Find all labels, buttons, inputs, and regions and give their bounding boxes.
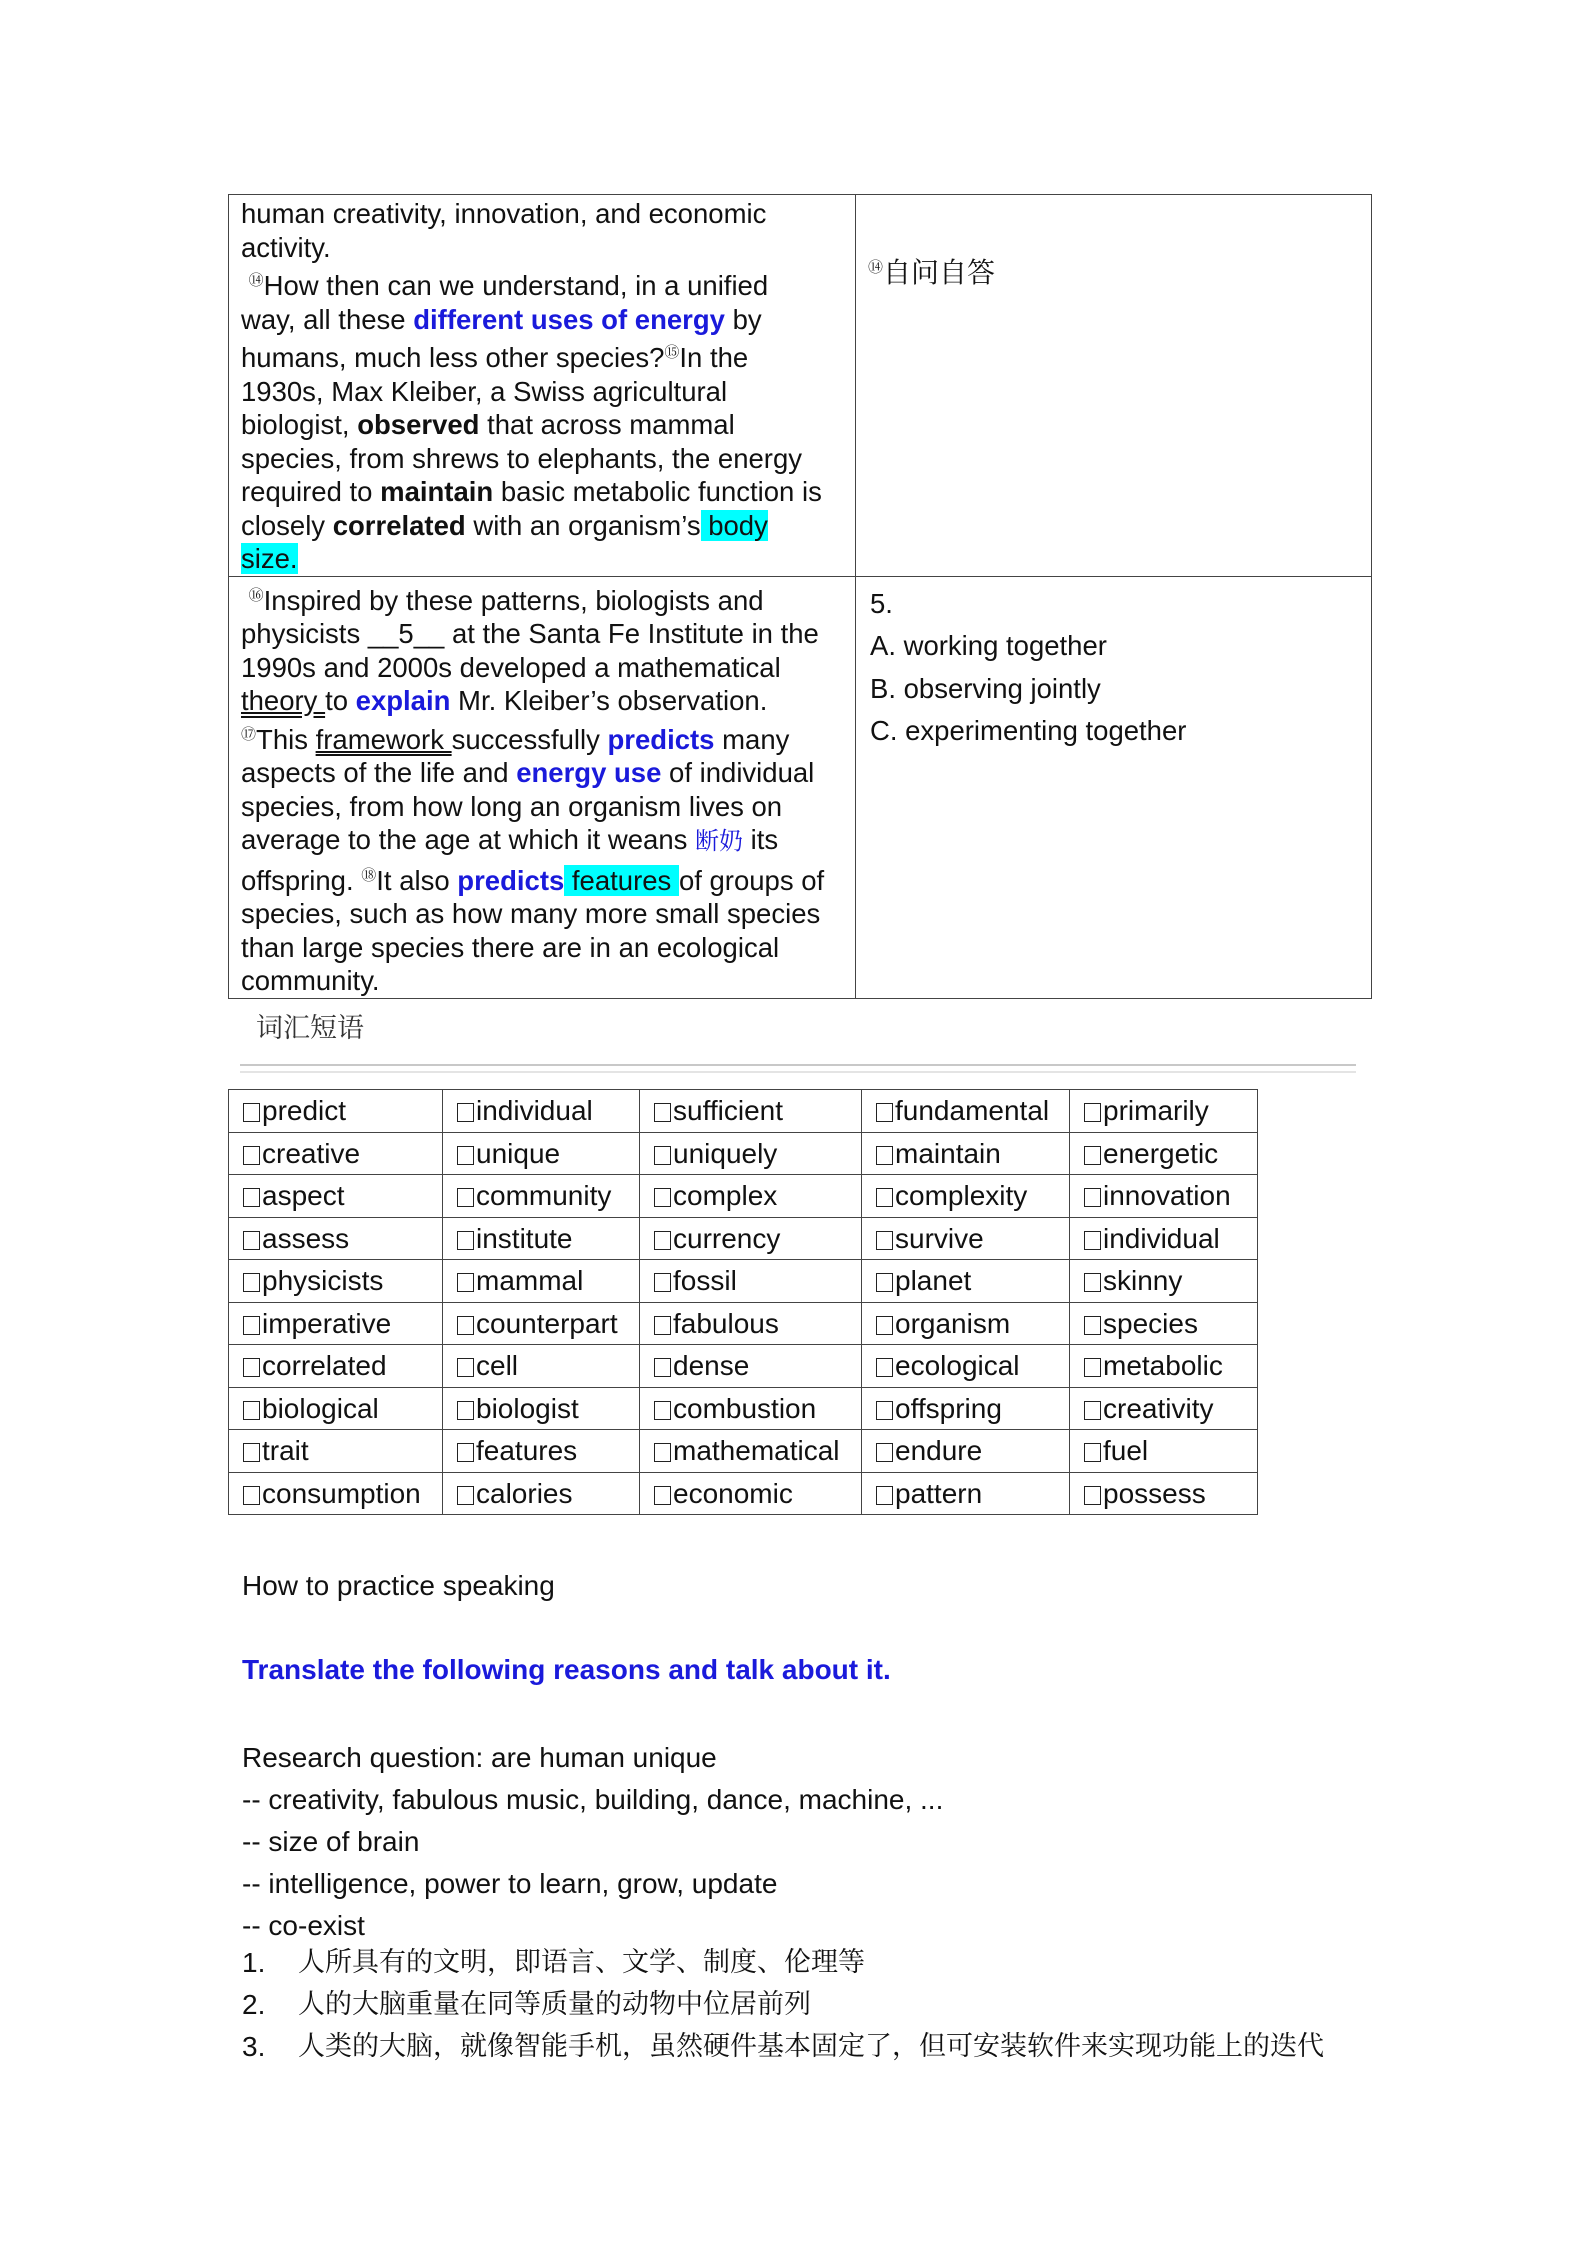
checkbox[interactable] (243, 1231, 260, 1250)
checkbox[interactable] (457, 1103, 474, 1122)
checkbox[interactable] (1084, 1316, 1101, 1335)
checkbox[interactable] (457, 1486, 474, 1505)
checkbox[interactable] (876, 1273, 893, 1292)
vocab-cell (862, 1345, 1070, 1388)
reason-item: 1. 人所具有的文明，即语言、文学、制度、伦理等 (242, 1947, 865, 1978)
vocab-word: sufficient (673, 1095, 783, 1127)
vocab-row (229, 1260, 1258, 1303)
checkbox[interactable] (654, 1316, 671, 1335)
sentence-marker-18: ⑱ (361, 866, 377, 884)
checkbox[interactable] (243, 1401, 260, 1420)
checkbox[interactable] (654, 1443, 671, 1462)
highlight: features (564, 864, 679, 896)
research-line: -- size of brain (242, 1826, 420, 1857)
note-self-qa: ⑭自问自答 (868, 256, 996, 289)
vocab-cell (862, 1430, 1070, 1473)
vocab-cell (862, 1217, 1070, 1260)
vocab-word: fundamental (895, 1095, 1050, 1127)
vocab-cell (640, 1472, 862, 1515)
checkbox[interactable] (876, 1146, 893, 1165)
vocab-word: economic (673, 1477, 793, 1509)
question-5 (856, 577, 1371, 753)
checkbox[interactable] (243, 1103, 260, 1122)
research-line: Research question: are human unique (242, 1742, 717, 1773)
vocab-cell (443, 1175, 640, 1218)
option-a: A. working together (870, 630, 1107, 661)
checkbox[interactable] (1084, 1188, 1101, 1207)
research-notes (242, 1737, 943, 1947)
vocab-word: offspring (895, 1392, 1002, 1424)
vocab-cell (640, 1302, 862, 1345)
vocab-cell (229, 1217, 443, 1260)
vocab-word: organism (895, 1307, 1011, 1339)
notes-cell-2 (856, 576, 1372, 998)
vocab-cell (1070, 1175, 1258, 1218)
vocab-row (229, 1132, 1258, 1175)
vocab-word: creative (262, 1137, 361, 1169)
sentence-marker-17: ⑰ (241, 725, 257, 743)
highlight: size. (241, 543, 298, 574)
vocab-cell (640, 1175, 862, 1218)
vocab-word: assess (262, 1222, 350, 1254)
vocab-word: combustion (673, 1392, 817, 1424)
vocab-row (229, 1387, 1258, 1430)
speaking-title: How to practice speaking (242, 1570, 555, 1601)
sentence-marker-15: ⑮ (664, 344, 680, 361)
passage-cell-2 (229, 576, 856, 998)
vocab-row (229, 1430, 1258, 1473)
vocab-word: complex (673, 1180, 778, 1212)
vocab-table (228, 1089, 1258, 1515)
passage-table (228, 194, 1372, 999)
vocab-cell (862, 1472, 1070, 1515)
vocab-cell (229, 1430, 443, 1473)
vocab-cell (229, 1260, 443, 1303)
checkbox[interactable] (876, 1358, 893, 1377)
divider (240, 1064, 1356, 1073)
vocab-word: endure (895, 1435, 983, 1467)
vocab-cell (229, 1302, 443, 1345)
checkbox[interactable] (243, 1486, 260, 1505)
vocab-word: complexity (895, 1180, 1028, 1212)
checkbox[interactable] (243, 1358, 260, 1377)
vocab-cell (862, 1175, 1070, 1218)
vocab-word: institute (476, 1222, 573, 1254)
vocab-word: metabolic (1103, 1350, 1223, 1382)
vocab-word: consumption (262, 1477, 421, 1509)
chinese-gloss: 断奶 (695, 827, 744, 855)
sentence-marker-16: ⑯ (248, 586, 264, 604)
vocab-cell (640, 1260, 862, 1303)
vocab-word: individual (476, 1095, 593, 1127)
checkbox[interactable] (1084, 1273, 1101, 1292)
checkbox[interactable] (1084, 1443, 1101, 1462)
vocab-word: fossil (673, 1265, 737, 1297)
vocab-cell (229, 1090, 443, 1133)
vocab-word: survive (895, 1222, 984, 1254)
question-number: 5. (870, 587, 893, 619)
checkbox[interactable] (876, 1401, 893, 1420)
checkbox[interactable] (457, 1273, 474, 1292)
vocab-row (229, 1090, 1258, 1133)
checkbox[interactable] (654, 1486, 671, 1505)
vocab-cell (229, 1175, 443, 1218)
checkbox[interactable] (876, 1103, 893, 1122)
vocab-cell (640, 1090, 862, 1133)
vocab-word: skinny (1103, 1265, 1183, 1297)
vocab-cell (229, 1472, 443, 1515)
vocab-word: biologist (476, 1392, 579, 1424)
checkbox[interactable] (654, 1401, 671, 1420)
vocab-word: aspect (262, 1180, 345, 1212)
vocab-word: maintain (895, 1137, 1001, 1169)
sentence-marker-14: ⑭ (248, 272, 264, 289)
highlight: body (700, 509, 768, 541)
vocab-word: community (476, 1180, 612, 1212)
passage-text-1: human creativity, innovation, and economic activity. ⑭How then can we understand, in a unified way, all these different uses of energy by humans, much less other species?⑮In the 1930s, Max Kleiber, a Swiss agricultural biologist, observed that across mammal species, from shrews to elephants, the energy required to maintain basic metabolic function is closely correlated with an organism’s body size. (241, 198, 822, 574)
vocab-word: species (1103, 1307, 1198, 1339)
checkbox[interactable] (1084, 1146, 1101, 1165)
vocab-word: mammal (476, 1265, 584, 1297)
vocab-row (229, 1345, 1258, 1388)
vocab-cell (1070, 1090, 1258, 1133)
vocab-cell (229, 1132, 443, 1175)
vocab-row (229, 1472, 1258, 1515)
vocab-cell (862, 1387, 1070, 1430)
numbered-reasons (242, 1942, 1324, 2068)
vocab-row (229, 1217, 1258, 1260)
checkbox[interactable] (876, 1231, 893, 1250)
vocab-cell (443, 1430, 640, 1473)
checkbox[interactable] (457, 1231, 474, 1250)
checkbox[interactable] (243, 1146, 260, 1165)
checkbox[interactable] (654, 1273, 671, 1292)
vocab-word: innovation (1103, 1180, 1231, 1212)
vocab-cell (862, 1090, 1070, 1133)
vocab-cell (640, 1345, 862, 1388)
vocab-word: cell (476, 1350, 519, 1382)
checkbox[interactable] (457, 1188, 474, 1207)
checkbox[interactable] (1084, 1486, 1101, 1505)
vocab-word: primarily (1103, 1095, 1209, 1127)
checkbox[interactable] (654, 1231, 671, 1250)
vocab-cell (1070, 1217, 1258, 1260)
vocab-cell (1070, 1345, 1258, 1388)
vocab-cell (443, 1387, 640, 1430)
vocab-word: energetic (1103, 1137, 1219, 1169)
vocab-word: planet (895, 1265, 972, 1297)
vocab-word: biological (262, 1392, 379, 1424)
checkbox[interactable] (457, 1146, 474, 1165)
vocab-cell (443, 1090, 640, 1133)
passage-text-2: ⑯Inspired by these patterns, biologists and physicists __5__ at the Santa Fe Institute in the 1990s and 2000s developed a mathematical theory to explain Mr. Kleiber’s observation. ⑰This framework successfully predicts many aspects of the life and energy use of individual species, from how long an organism lives on average to the age at which it weans 断奶 its offspring. ⑱It also predicts features of groups of species, such as how many more small species than large species there are in an ecological community. (241, 584, 825, 996)
vocab-cell (1070, 1132, 1258, 1175)
vocab-cell (229, 1387, 443, 1430)
checkbox[interactable] (654, 1146, 671, 1165)
vocab-cell (640, 1387, 862, 1430)
vocab-word: mathematical (673, 1435, 840, 1467)
vocab-word: physicists (262, 1265, 384, 1297)
vocab-cell (443, 1132, 640, 1175)
checkbox[interactable] (457, 1443, 474, 1462)
vocab-cell (1070, 1430, 1258, 1473)
checkbox[interactable] (654, 1103, 671, 1122)
vocab-cell (862, 1302, 1070, 1345)
translate-title: Translate the following reasons and talk about it. (242, 1654, 891, 1685)
vocab-word: trait (262, 1435, 309, 1467)
vocab-cell (640, 1430, 862, 1473)
vocab-cell (640, 1217, 862, 1260)
vocab-word: individual (1103, 1222, 1220, 1254)
checkbox[interactable] (243, 1443, 260, 1462)
checkbox[interactable] (457, 1358, 474, 1377)
checkbox[interactable] (243, 1188, 260, 1207)
checkbox[interactable] (654, 1358, 671, 1377)
research-line: -- co-exist (242, 1910, 365, 1941)
vocab-heading: 词汇短语 (256, 1013, 364, 1044)
vocab-cell (640, 1132, 862, 1175)
vocab-cell (443, 1260, 640, 1303)
vocab-word: features (476, 1435, 578, 1467)
checkbox[interactable] (1084, 1401, 1101, 1420)
vocab-cell (1070, 1472, 1258, 1515)
vocab-word: fabulous (673, 1307, 779, 1339)
checkbox[interactable] (1084, 1103, 1101, 1122)
vocab-word: correlated (262, 1350, 387, 1382)
vocab-word: creativity (1103, 1392, 1214, 1424)
checkbox[interactable] (243, 1316, 260, 1335)
checkbox[interactable] (1084, 1358, 1101, 1377)
vocab-word: fuel (1103, 1435, 1149, 1467)
checkbox[interactable] (1084, 1231, 1101, 1250)
keyword: different uses of energy (413, 303, 725, 335)
vocab-word: unique (476, 1137, 561, 1169)
research-line: -- intelligence, power to learn, grow, update (242, 1868, 778, 1899)
vocab-row (229, 1175, 1258, 1218)
vocab-word: ecological (895, 1350, 1020, 1382)
vocab-cell (443, 1302, 640, 1345)
research-line: -- creativity, fabulous music, building, dance, machine, ... (242, 1784, 944, 1815)
notes-cell-1 (856, 195, 1372, 577)
option-c: C. experimenting together (870, 715, 1187, 746)
checkbox[interactable] (876, 1188, 893, 1207)
vocab-row (229, 1302, 1258, 1345)
vocab-cell (1070, 1387, 1258, 1430)
vocab-word: predict (262, 1095, 347, 1127)
passage-cell-1 (229, 195, 856, 577)
vocab-cell (862, 1132, 1070, 1175)
vocab-cell (1070, 1260, 1258, 1303)
vocab-cell (1070, 1302, 1258, 1345)
checkbox[interactable] (457, 1316, 474, 1335)
vocab-word: dense (673, 1350, 750, 1382)
vocab-cell (443, 1217, 640, 1260)
checkbox[interactable] (876, 1443, 893, 1462)
vocab-word: uniquely (673, 1137, 778, 1169)
vocab-word: counterpart (476, 1307, 618, 1339)
vocab-cell (443, 1472, 640, 1515)
vocab-word: calories (476, 1477, 573, 1509)
checkbox[interactable] (876, 1486, 893, 1505)
checkbox[interactable] (876, 1316, 893, 1335)
vocab-word: currency (673, 1222, 781, 1254)
reason-item: 3. 人类的大脑，就像智能手机，虽然硬件基本固定了，但可安装软件来实现功能上的迭代 (242, 2031, 1324, 2062)
vocab-word: imperative (262, 1307, 392, 1339)
vocab-cell (229, 1345, 443, 1388)
vocab-word: possess (1103, 1477, 1206, 1509)
option-b: B. observing jointly (870, 672, 1101, 704)
checkbox[interactable] (243, 1273, 260, 1292)
checkbox[interactable] (654, 1188, 671, 1207)
reason-item: 2. 人的大脑重量在同等质量的动物中位居前列 (242, 1989, 811, 2020)
checkbox[interactable] (457, 1401, 474, 1420)
vocab-cell (862, 1260, 1070, 1303)
vocab-cell (443, 1345, 640, 1388)
vocab-word: pattern (895, 1477, 983, 1509)
